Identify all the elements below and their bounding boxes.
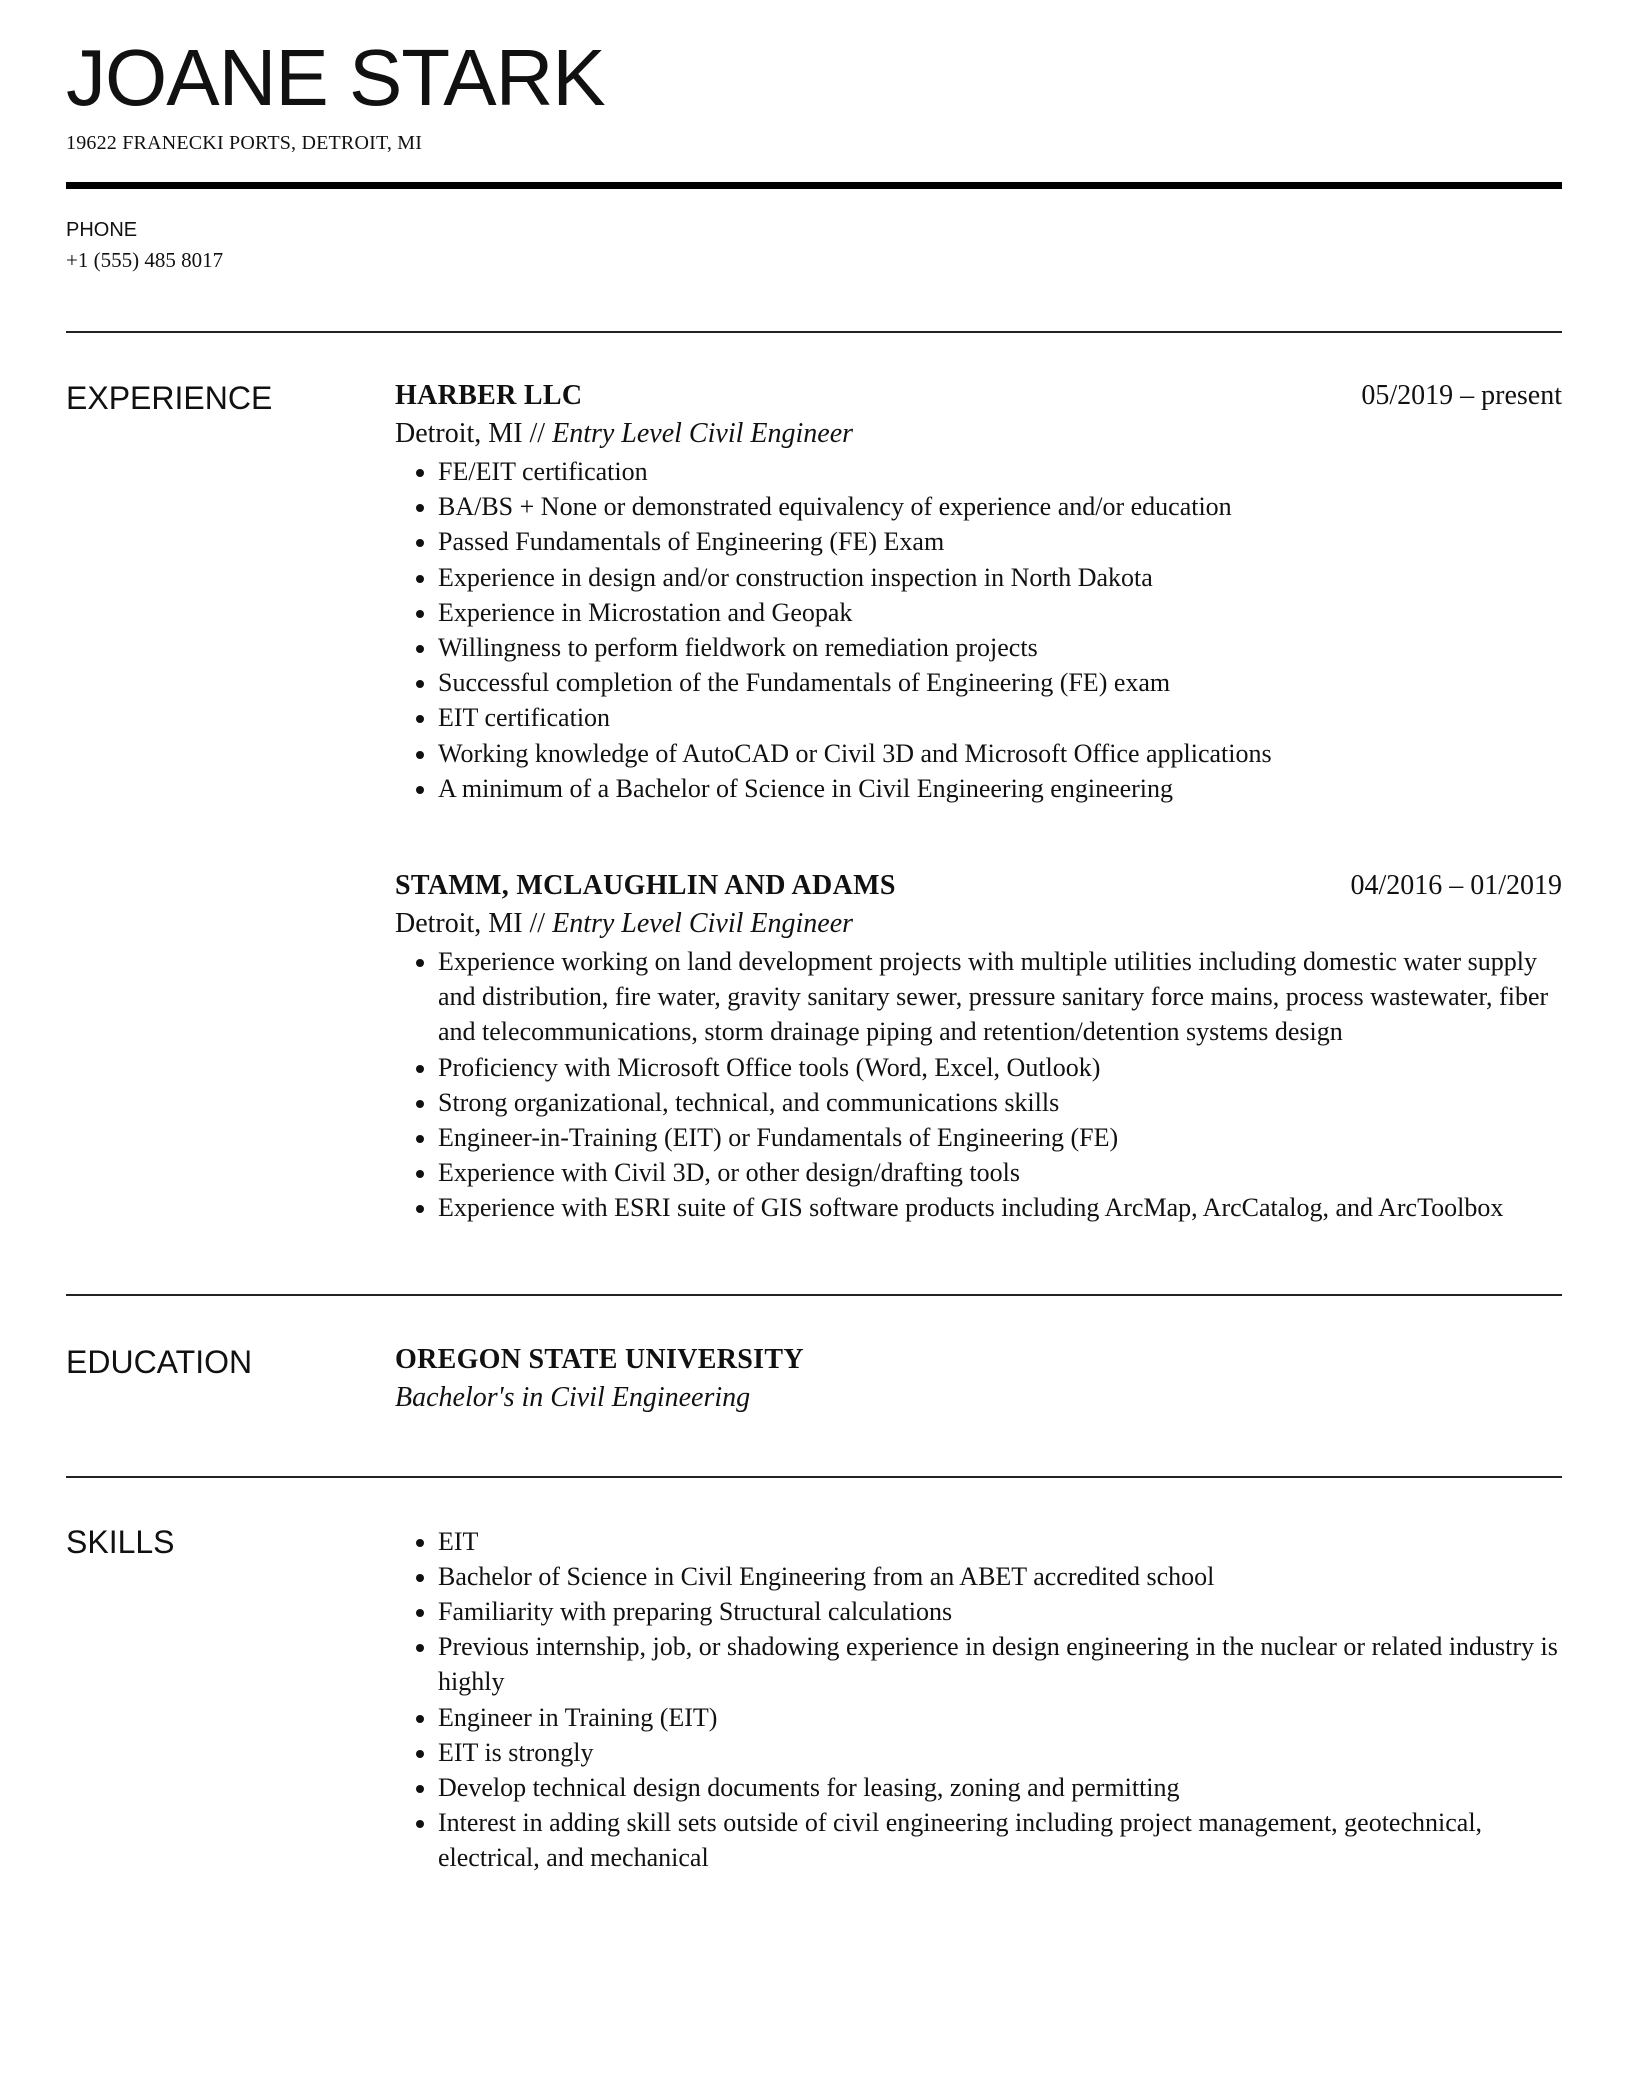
job-entry	[395, 380, 1562, 806]
list-item: • Engineer-in-Training (EIT) or Fundamentals of Engineering (FE)	[438, 1120, 1562, 1155]
list-item: • Strong organizational, technical, and communications skills	[438, 1085, 1562, 1120]
list-item: • Familiarity with preparing Structural calculations	[438, 1594, 1562, 1629]
phone-label: PHONE	[66, 219, 138, 241]
job-role: Entry Level Civil Engineer	[552, 908, 854, 940]
resume-page	[66, 0, 1562, 1876]
job-dates: 05/2019 – present	[1361, 380, 1562, 411]
job-subline	[395, 908, 1562, 940]
list-item: • FE/EIT certification	[438, 454, 1562, 489]
candidate-name: JOANE STARK	[66, 33, 605, 122]
list-item: • EIT is strongly	[438, 1735, 1562, 1770]
list-item: • Previous internship, job, or shadowing experience in design engineering in the nuclear or related industry is highly	[438, 1629, 1562, 1699]
skills-list	[395, 1524, 1562, 1876]
skills-list-wrap	[395, 1524, 1562, 1876]
candidate-address: 19622 FRANECKI PORTS, DETROIT, MI	[66, 132, 423, 154]
list-item: • Experience in design and/or construction inspection in North Dakota	[438, 560, 1562, 595]
job-separator: //	[522, 908, 553, 940]
list-item: • Experience with Civil 3D, or other design/drafting tools	[438, 1155, 1562, 1190]
section-divider	[66, 1476, 1562, 1478]
job-dates: 04/2016 – 01/2019	[1350, 870, 1562, 902]
list-item: • A minimum of a Bachelor of Science in Civil Engineering engineering	[438, 771, 1562, 806]
section-title-education: EDUCATION	[66, 1343, 253, 1380]
company-name: HARBER LLC	[395, 380, 583, 411]
degree-name: Bachelor's in Civil Engineering	[395, 1381, 751, 1413]
job-location: Detroit, MI	[395, 908, 523, 940]
section-title-experience: EXPERIENCE	[66, 380, 273, 416]
job-header	[395, 380, 1562, 412]
list-item: • Passed Fundamentals of Engineering (FE) Exam	[438, 524, 1562, 559]
job-role: Entry Level Civil Engineer	[552, 418, 854, 449]
job-bullets	[395, 454, 1562, 806]
skills-section	[66, 1524, 1562, 1876]
list-item: • Experience in Microstation and Geopak	[438, 595, 1562, 630]
list-item: • Proficiency with Microsoft Office tools (Word, Excel, Outlook)	[438, 1050, 1562, 1085]
list-item: • Experience working on land development projects with multiple utilities including domestic water supply and distribution, fire water, gravity sanitary sewer, pressure sanitary force mains, process wastewater, fiber and telecommunications, storm drainage piping and retention/detention systems design	[438, 944, 1562, 1050]
list-item: • Working knowledge of AutoCAD or Civil 3D and Microsoft Office applications	[438, 736, 1562, 771]
list-item: • Experience with ESRI suite of GIS software products including ArcMap, ArcCatalog, and ArcToolbox	[438, 1190, 1562, 1225]
job-location: Detroit, MI	[395, 418, 523, 449]
education-section	[66, 1344, 1562, 1414]
header-divider	[66, 182, 1562, 189]
list-item: • Bachelor of Science in Civil Engineering from an ABET accredited school	[438, 1559, 1562, 1594]
section-title-skills: SKILLS	[66, 1523, 175, 1560]
list-item: • EIT	[438, 1524, 1562, 1559]
job-entry	[395, 870, 1562, 1226]
list-item: • Engineer in Training (EIT)	[438, 1700, 1562, 1735]
job-bullets	[395, 944, 1562, 1226]
job-separator: //	[522, 418, 553, 449]
section-divider	[66, 1294, 1562, 1296]
experience-list	[395, 380, 1562, 1226]
list-item: • Successful completion of the Fundamentals of Engineering (FE) exam	[438, 665, 1562, 700]
school-name: OREGON STATE UNIVERSITY	[395, 1343, 804, 1375]
list-item: • Develop technical design documents for leasing, zoning and permitting	[438, 1770, 1562, 1805]
list-item: • BA/BS + None or demonstrated equivalency of experience and/or education	[438, 489, 1562, 524]
education-entry	[395, 1344, 1562, 1414]
list-item: • EIT certification	[438, 700, 1562, 735]
company-name: STAMM, MCLAUGHLIN AND ADAMS	[395, 870, 896, 902]
job-header	[395, 870, 1562, 902]
section-divider	[66, 331, 1562, 333]
list-item: • Interest in adding skill sets outside of civil engineering including project management, geotechnical, electrical, and mechanical	[438, 1805, 1562, 1875]
list-item: • Willingness to perform fieldwork on remediation projects	[438, 630, 1562, 665]
experience-section	[66, 380, 1562, 1226]
phone-value: +1 (555) 485 8017	[66, 248, 224, 272]
job-subline	[395, 418, 1562, 450]
